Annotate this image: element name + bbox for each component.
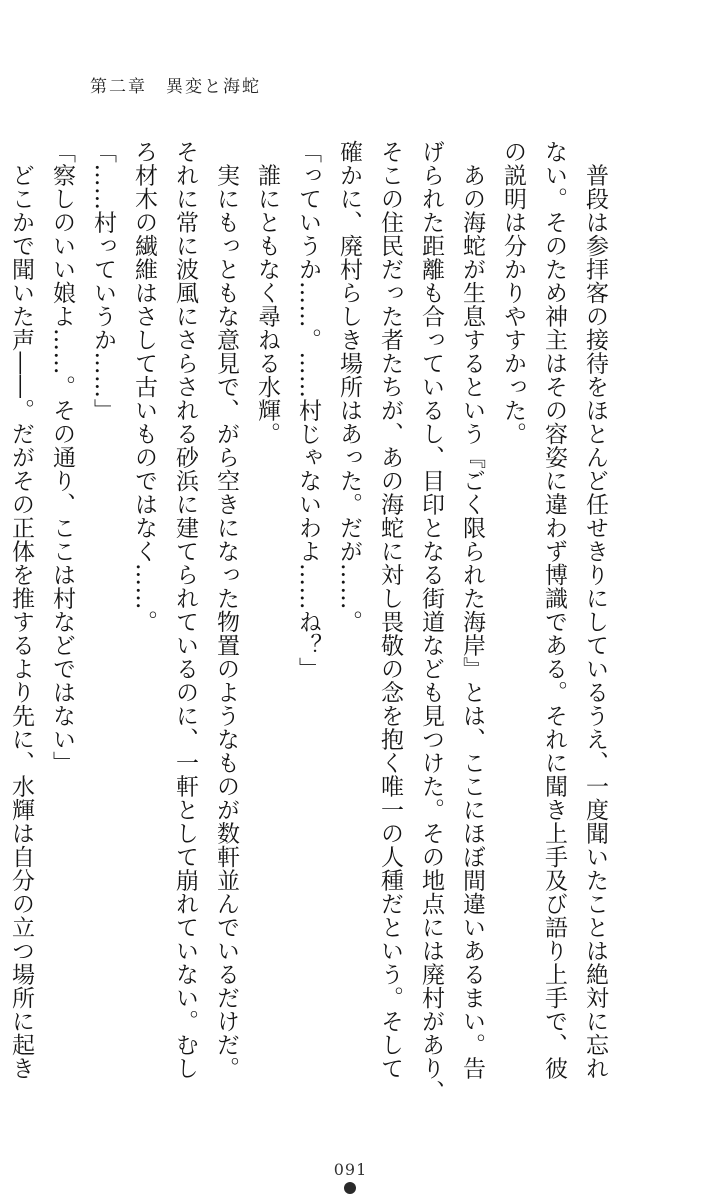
- text-line: 確かに、廃村らしき場所はあった。だが……。: [336, 140, 362, 634]
- page-number: 091: [333, 1160, 368, 1179]
- text-line: 「察しのいい娘よ……。その通り、ここは村などではない」: [49, 140, 75, 775]
- text-line: そこの住民だった者たちが、あの海蛇に対し畏敬の念を抱く唯一の人種だという。そして: [377, 140, 403, 1080]
- text-line: 「……村っていうか……」: [90, 140, 116, 422]
- text-line: ろ材木の繊維はさして古いものではなく……。: [131, 140, 157, 634]
- page-ornament-dot: [344, 1182, 356, 1194]
- text-line: 普段は参拝客の接待をほとんど任せきりにしているうえ、一度聞いたことは絶対に忘れ: [582, 140, 608, 1080]
- chapter-header: 第二章 異変と海蛇: [90, 77, 261, 97]
- text-line: 実にもっともな意見で、がら空きになった物置のようなものが数軒並んでいるだけだ。: [213, 140, 239, 1080]
- text-line: ない。そのため神主はその容姿に違わず博識である。それに聞き上手及び語り上手で、彼: [541, 140, 567, 1080]
- text-line: 「っていうか……。……村じゃないわよ……ね？」: [295, 140, 321, 681]
- text-line: 誰にともなく尋ねる水輝。: [254, 140, 280, 446]
- text-line: どこかで聞いた声――。だがその正体を推するより先に、水輝は自分の立つ場所に起き: [8, 140, 34, 1080]
- text-line: あの海蛇が生息するという『ごく限られた海岸』とは、ここにほぼ間違いあるまい。告: [459, 140, 485, 1080]
- text-line: それに常に波風にさらされる砂浜に建てられているのに、一軒として崩れていない。むし: [172, 140, 198, 1080]
- vertical-body-text: [0, 140, 615, 1140]
- text-line: の説明は分かりやすかった。: [500, 140, 526, 446]
- text-line: げられた距離も合っているし、目印となる街道なども見つけた。その地点には廃村があり、: [418, 140, 444, 1104]
